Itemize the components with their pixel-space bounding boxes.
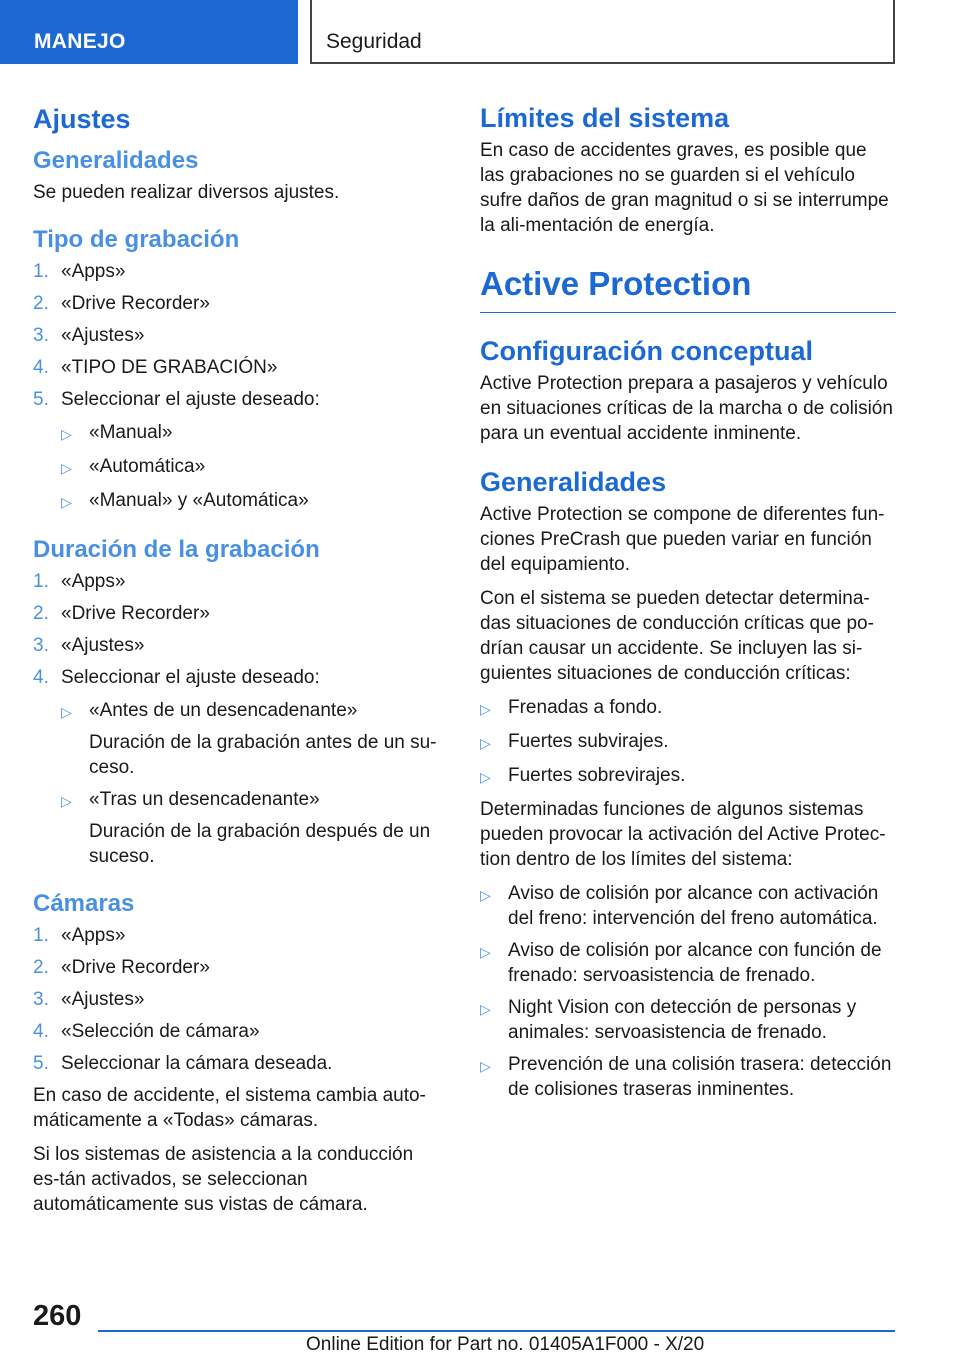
limites-heading: Límites del sistema [480, 103, 730, 133]
step-number: 4. [33, 1021, 49, 1042]
bullet-triangle-icon: ▷ [480, 735, 491, 751]
tipo-options [61, 420, 443, 515]
system-text: Aviso de colisión por alcance con función de frenado: servoasistencia de frenado. [508, 940, 882, 986]
step-text: «Ajustes» [61, 325, 145, 346]
situation-item [480, 695, 896, 722]
right-column [480, 102, 896, 1122]
bullet-triangle-icon: ▷ [61, 426, 72, 442]
camaras-paragraph: Si los sistemas de asistencia a la conducción es-tán activados, se seleccionan automáticamente sus vistas de cámara. [33, 1144, 414, 1215]
step-item [33, 355, 443, 380]
option-description: Duración de la grabación después de un suceso. [89, 821, 431, 867]
step-item [33, 569, 443, 594]
bullet-triangle-icon: ▷ [480, 701, 491, 717]
configuracion-text: Active Protection prepara a pasajeros y vehículo en situaciones críticas de la marcha o de colisión para un eventual accidente inminente. [480, 373, 893, 444]
step-item [33, 923, 443, 948]
option-text: «Manual» y «Automática» [89, 490, 309, 511]
step-item [33, 1019, 443, 1044]
limites-text: En caso de accidentes graves, es posible que las grabaciones no se guarden si el vehículo sufre daños de gran magnitud o si se interrumpe la ali-mentación de energía. [480, 140, 889, 236]
bullet-triangle-icon: ▷ [480, 1058, 491, 1074]
system-text: Prevención de una colisión trasera: detección de colisiones traseras inminentes. [508, 1054, 892, 1100]
option-item [61, 488, 443, 515]
option-item [61, 698, 443, 780]
step-item [33, 601, 443, 626]
ap-generalidades-section [480, 466, 896, 1102]
system-text: Night Vision con detección de personas y animales: servoasistencia de frenado. [508, 997, 857, 1043]
camaras-steps [33, 923, 443, 1076]
duracion-section [33, 535, 443, 869]
situation-item [480, 729, 896, 756]
bullet-triangle-icon: ▷ [61, 793, 72, 809]
system-text: Aviso de colisión por alcance con activación del freno: intervención del freno automática. [508, 883, 879, 929]
option-label: «Tras un desencadenante» [89, 789, 320, 810]
bullet-triangle-icon: ▷ [61, 460, 72, 476]
bullet-triangle-icon: ▷ [61, 494, 72, 510]
bullet-triangle-icon: ▷ [480, 769, 491, 785]
tipo-heading: Tipo de grabación [33, 226, 240, 253]
section-title: Seguridad [310, 0, 895, 64]
step-number: 2. [33, 603, 49, 624]
step-number: 5. [33, 389, 49, 410]
step-item [33, 387, 443, 412]
situation-text: Fuertes subvirajes. [508, 731, 669, 752]
configuracion-section [480, 335, 896, 446]
bullet-triangle-icon: ▷ [480, 1001, 491, 1017]
step-number: 3. [33, 325, 49, 346]
configuracion-heading: Configuración conceptual [480, 336, 814, 366]
chapter-tab: MANEJO [0, 0, 298, 64]
systems-list [480, 881, 896, 1102]
option-text: «Automática» [89, 456, 206, 477]
situation-text: Frenadas a fondo. [508, 697, 663, 718]
step-text: «TIPO DE GRABACIÓN» [61, 357, 278, 378]
generalidades-section [33, 146, 443, 205]
system-item [480, 995, 896, 1045]
limites-section [480, 102, 896, 238]
bullet-triangle-icon: ▷ [480, 944, 491, 960]
step-number: 5. [33, 1053, 49, 1074]
step-text: «Apps» [61, 925, 126, 946]
duracion-heading: Duración de la grabación [33, 536, 320, 563]
page-number: 260 [33, 1300, 82, 1332]
generalidades-heading: Generalidades [33, 147, 199, 174]
step-text: «Drive Recorder» [61, 957, 210, 978]
step-item [33, 987, 443, 1012]
step-number: 1. [33, 261, 49, 282]
step-text: «Apps» [61, 261, 126, 282]
duracion-options [61, 698, 443, 869]
step-number: 3. [33, 635, 49, 656]
step-text: «Drive Recorder» [61, 293, 210, 314]
step-number: 2. [33, 957, 49, 978]
bullet-triangle-icon: ▷ [480, 887, 491, 903]
camaras-section [33, 889, 443, 1217]
duracion-steps [33, 569, 443, 690]
step-number: 2. [33, 293, 49, 314]
option-text: «Manual» [89, 422, 173, 443]
generalidades-text: Se pueden realizar diversos ajustes. [33, 182, 340, 203]
step-item [33, 259, 443, 284]
option-item [61, 787, 443, 869]
camaras-paragraph: En caso de accidente, el sistema cambia auto-máticamente a «Todas» cámaras. [33, 1085, 426, 1131]
step-item [33, 1051, 443, 1076]
step-text: «Drive Recorder» [61, 603, 210, 624]
ajustes-title: Ajustes [33, 104, 131, 134]
step-text: «Selección de cámara» [61, 1021, 260, 1042]
situation-text: Fuertes sobrevirajes. [508, 765, 686, 786]
option-description: Duración de la grabación antes de un su-ceso. [89, 732, 437, 778]
system-item [480, 938, 896, 988]
step-number: 1. [33, 571, 49, 592]
footer-edition: Online Edition for Part no. 01405A1F000 - X/20 [306, 1334, 705, 1355]
situation-item [480, 763, 896, 790]
system-item [480, 1052, 896, 1102]
ap-paragraph: Active Protection se compone de diferentes fun-ciones PreCrash que pueden variar en función del equipamiento. [480, 504, 885, 575]
step-number: 3. [33, 989, 49, 1010]
tipo-steps [33, 259, 443, 412]
step-item [33, 955, 443, 980]
step-item [33, 323, 443, 348]
step-number: 1. [33, 925, 49, 946]
step-item [33, 633, 443, 658]
tipo-section [33, 225, 443, 515]
step-item [33, 291, 443, 316]
step-text: Seleccionar el ajuste deseado: [61, 389, 320, 410]
step-number: 4. [33, 357, 49, 378]
camaras-heading: Cámaras [33, 890, 135, 917]
step-number: 4. [33, 667, 49, 688]
option-item [61, 420, 443, 447]
ap-generalidades-heading: Generalidades [480, 467, 667, 497]
active-protection-title: Active Protection [480, 262, 896, 313]
step-text: Seleccionar la cámara deseada. [61, 1053, 333, 1074]
step-item [33, 665, 443, 690]
ap-paragraph: Determinadas funciones de algunos sistemas pueden provocar la activación del Active Protec-tion dentro de los límites del sistema: [480, 799, 886, 870]
footer-divider [98, 1330, 895, 1332]
step-text: «Ajustes» [61, 635, 145, 656]
ap-paragraph: Con el sistema se pueden detectar determina-das situaciones de conducción críticas que po-drían causar un accidente. Se incluyen las si-guientes situaciones de conducción críticas: [480, 588, 874, 684]
option-item [61, 454, 443, 481]
left-column [33, 102, 443, 1237]
bullet-triangle-icon: ▷ [61, 704, 72, 720]
system-item [480, 881, 896, 931]
step-text: «Ajustes» [61, 989, 145, 1010]
step-text: Seleccionar el ajuste deseado: [61, 667, 320, 688]
step-text: «Apps» [61, 571, 126, 592]
situations-list [480, 695, 896, 790]
option-label: «Antes de un desencadenante» [89, 700, 358, 721]
